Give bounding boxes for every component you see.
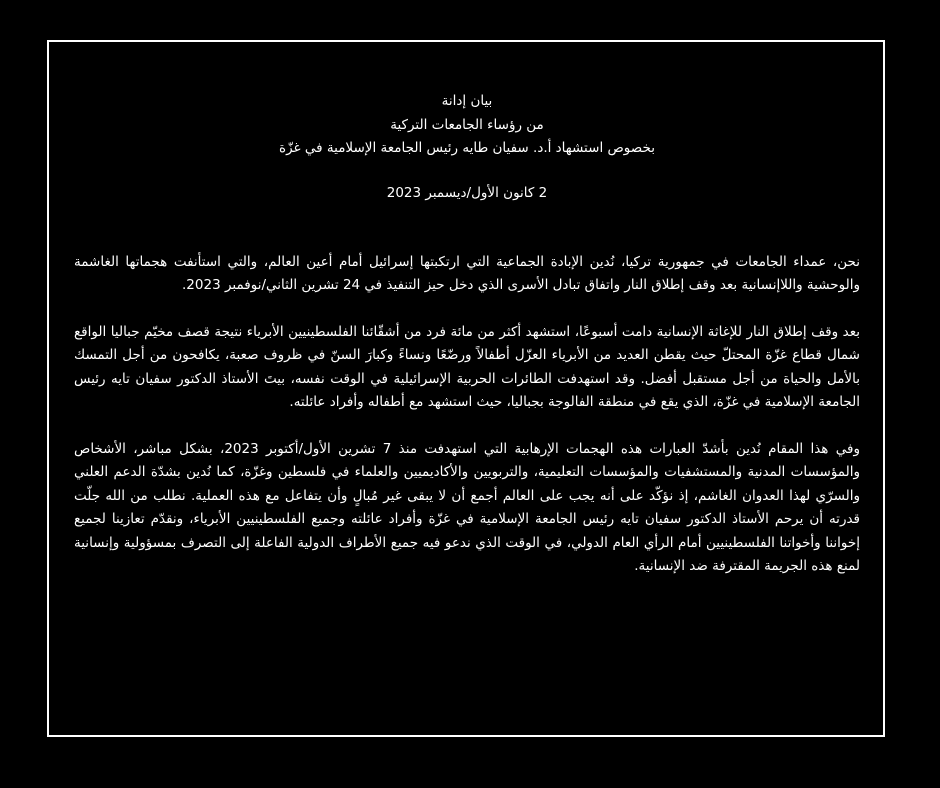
paragraph-2: بعد وقف إطلاق النار للإغاثة الإنسانية دامت أسبوعًا، استشهد أكثر من مائة فرد من أشقّائنا الفلسطينيين الأبرياء نتيجة قصف مخيّم جباليا الواقع شمال قطاع غزّة المحتلّ حيث يقطن العديد من الأبرياء العزّل أطفالاً ورضّعًا ونساءً وكبارَ السنّ في ظروف صعبة، يكافحون من أجل التمسك بالأمل والحياة من أجل مستقبل أفضل. وقد استهدفت الطائرات الحربية الإسرائيلية في الوقت نفسه، بيتَ الأستاذ الدكتور سفيان تايه رئيس الجامعة الإسلامية في غزّة، الذي يقع في منطقة الفالوجة بجباليا، حيث استشهد مع أطفاله وأفراد عائلته. [74, 323, 860, 410]
paragraph-3: وفي هذا المقام نُدين بأشدّ العبارات هذه الهجمات الإرهابية التي استهدفت منذ 7 تشرين الأول/أكتوبر 2023، بشكل مباشر، الأشخاص والمؤسسات المدنية والمستشفيات والمؤسسات التعليمية، والتربويين والأكاديميين والعلماء في فلسطين وغزّة، كما نُدين بشدّة الدعم العلني والسرّي لهذا العدوان الغاشم، إذ نؤكّد على أنه يجب على العالم أجمع أن لا يبقى غير مُبالٍ وأن يتفاعل مع هذه العملية. نطلب من الله جلّت قدرته أن يرحم الأستاذ الدكتور سفيان تايه رئيس الجامعة الإسلامية في غزّة وأفراد عائلته وجميع الفلسطينيين الأبرياء، ونقدّم تعازينا لجميع إخواننا وأخواتنا الفلسطينيين أمام الرأي العام الدولي، في الوقت الذي ندعو فيه جميع الأطراف الدولية الفاعلة إلى التصرف بمسؤولية وإنسانية لمنع هذه الجريمة المقترفة ضد الإنسانية. [74, 440, 860, 574]
statement-from: من رؤساء الجامعات التركية [390, 116, 544, 133]
statement-header [74, 90, 860, 161]
statement-subject: بخصوص استشهاد أ.د. سفيان طايه رئيس الجامعة الإسلامية في غزّة [279, 140, 655, 156]
statement-date: 2 كانون الأول/ديسمبر 2023 [386, 184, 548, 201]
statement-title: بيان إدانة [441, 93, 493, 109]
paragraph-1: نحن، عمداء الجامعات في جمهورية تركيا، نُدين الإبادة الجماعية التي ارتكبتها إسرائيل أمام أعين العالم، والتي استأنفت هجماتها الغاشمة والوحشية واللاإنسانية بعد وقف إطلاق النار واتفاق تبادل الأسرى الذي دخل حيز التنفيذ في 24 تشرين الثاني/نوفمبر 2023. [74, 253, 860, 293]
statement-content [74, 90, 860, 579]
